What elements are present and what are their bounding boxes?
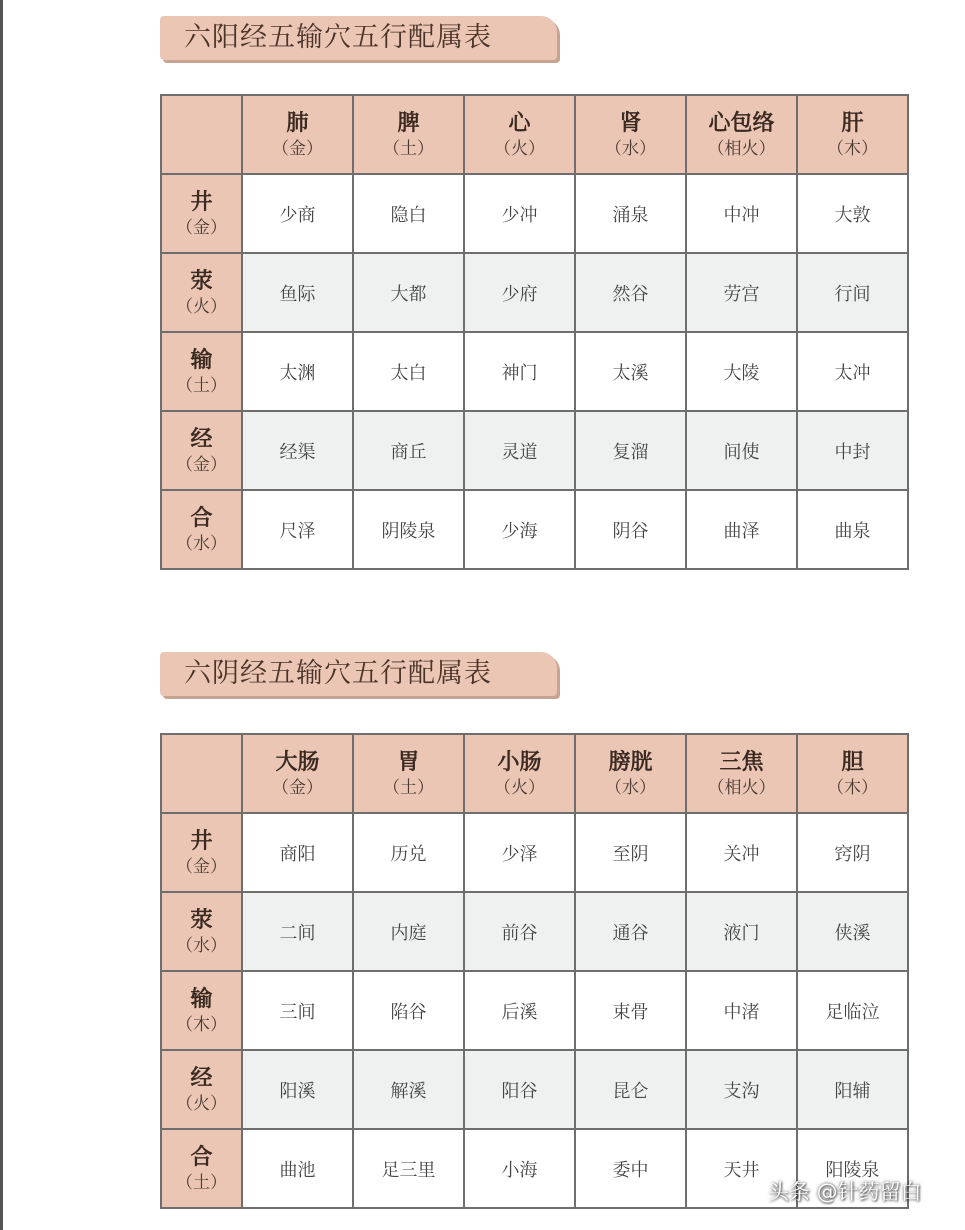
acupoint-cell: 灵道 — [464, 411, 575, 490]
meridian-element: （火） — [494, 138, 545, 159]
point-type-name: 井 — [190, 828, 213, 854]
acupoint-cell: 隐白 — [353, 174, 464, 253]
acupoint-cell: 二间 — [242, 892, 353, 971]
acupoint-cell: 太冲 — [797, 332, 908, 411]
table-1-col-header — [242, 95, 353, 174]
acupoint-cell: 阳谷 — [464, 1050, 575, 1129]
table-1-col-header — [797, 95, 908, 174]
table-row — [161, 253, 908, 332]
table-2-col-header — [797, 734, 908, 813]
table-2-col-header — [575, 734, 686, 813]
table-2-corner-cell — [161, 734, 242, 813]
point-type-name: 荥 — [190, 268, 213, 294]
acupoint-cell: 内庭 — [353, 892, 464, 971]
acupoint-cell: 然谷 — [575, 253, 686, 332]
meridian-element: （水） — [605, 138, 656, 159]
table-1-col-header — [464, 95, 575, 174]
acupoint-cell: 少泽 — [464, 813, 575, 892]
acupoint-cell: 间使 — [686, 411, 797, 490]
table-row — [161, 892, 908, 971]
meridian-element: （相火） — [707, 138, 776, 159]
point-type-name: 井 — [190, 189, 213, 215]
meridian-name: 膀胱 — [608, 749, 653, 775]
point-type-name: 合 — [190, 505, 213, 531]
table-1-header-row — [161, 95, 908, 174]
acupoint-cell: 少府 — [464, 253, 575, 332]
acupoint-cell: 中渚 — [686, 971, 797, 1050]
point-type-element: （水） — [176, 935, 227, 956]
acupoint-cell: 历兑 — [353, 813, 464, 892]
acupoint-cell: 少海 — [464, 490, 575, 569]
meridian-name: 肝 — [841, 110, 864, 136]
acupoint-cell: 至阴 — [575, 813, 686, 892]
meridian-name: 心 — [508, 110, 531, 136]
acupoint-cell: 大陵 — [686, 332, 797, 411]
meridian-name: 肺 — [286, 110, 309, 136]
row-header — [161, 971, 242, 1050]
table-row — [161, 174, 908, 253]
row-header — [161, 411, 242, 490]
meridian-name: 小肠 — [497, 749, 542, 775]
table-row — [161, 1050, 908, 1129]
table-1-col-header — [686, 95, 797, 174]
point-type-element: （火） — [176, 1093, 227, 1114]
row-header — [161, 332, 242, 411]
acupoint-cell: 窍阴 — [797, 813, 908, 892]
acupoint-cell: 小海 — [464, 1129, 575, 1208]
point-type-name: 合 — [190, 1144, 213, 1170]
acupoint-cell: 足三里 — [353, 1129, 464, 1208]
acupoint-cell: 尺泽 — [242, 490, 353, 569]
meridian-element: （木） — [827, 777, 878, 798]
acupoint-cell: 太白 — [353, 332, 464, 411]
point-type-name: 输 — [190, 347, 213, 373]
acupoint-cell: 商丘 — [353, 411, 464, 490]
acupoint-cell: 阳陵泉 — [797, 1129, 908, 1208]
acupoint-cell: 阳辅 — [797, 1050, 908, 1129]
acupoint-cell: 阴谷 — [575, 490, 686, 569]
acupoint-cell: 天井 — [686, 1129, 797, 1208]
meridian-name: 胃 — [397, 749, 420, 775]
meridian-element: （土） — [383, 138, 434, 159]
acupoint-cell: 复溜 — [575, 411, 686, 490]
acupoint-cell: 昆仑 — [575, 1050, 686, 1129]
table-2-title: 六阴经五输穴五行配属表 — [160, 652, 557, 696]
table-2-col-header — [464, 734, 575, 813]
acupoint-cell: 中冲 — [686, 174, 797, 253]
acupoint-cell: 阴陵泉 — [353, 490, 464, 569]
table-row — [161, 411, 908, 490]
point-type-element: （土） — [176, 375, 227, 396]
meridian-name: 胆 — [841, 749, 864, 775]
table-1-col-header — [353, 95, 464, 174]
acupoint-cell: 侠溪 — [797, 892, 908, 971]
acupoint-cell: 前谷 — [464, 892, 575, 971]
acupoint-cell: 涌泉 — [575, 174, 686, 253]
watermark-text: 头条 @针药留白 — [768, 1180, 922, 1204]
meridian-name: 肾 — [619, 110, 642, 136]
acupoint-cell: 后溪 — [464, 971, 575, 1050]
acupoint-cell: 曲池 — [242, 1129, 353, 1208]
acupoint-cell: 曲泉 — [797, 490, 908, 569]
table-1-corner-cell — [161, 95, 242, 174]
row-header — [161, 490, 242, 569]
row-header — [161, 1129, 242, 1208]
row-header — [161, 813, 242, 892]
acupoint-cell: 大都 — [353, 253, 464, 332]
acupoint-cell: 商阳 — [242, 813, 353, 892]
point-type-element: （金） — [176, 217, 227, 238]
table-2-header-row — [161, 734, 908, 813]
table-row — [161, 813, 908, 892]
acupoint-cell: 曲泽 — [686, 490, 797, 569]
table-2-col-header — [686, 734, 797, 813]
acupoint-cell: 劳宫 — [686, 253, 797, 332]
table-1 — [160, 94, 909, 570]
meridian-element: （相火） — [707, 777, 776, 798]
table-2-col-header — [353, 734, 464, 813]
table-1-title: 六阳经五输穴五行配属表 — [160, 16, 557, 60]
point-type-element: （木） — [176, 1014, 227, 1035]
acupoint-cell: 通谷 — [575, 892, 686, 971]
acupoint-cell: 中封 — [797, 411, 908, 490]
meridian-element: （土） — [383, 777, 434, 798]
acupoint-cell: 神门 — [464, 332, 575, 411]
table-2 — [160, 733, 909, 1209]
left-border-line — [0, 0, 3, 1230]
point-type-name: 荥 — [190, 907, 213, 933]
acupoint-cell: 束骨 — [575, 971, 686, 1050]
acupoint-cell: 太渊 — [242, 332, 353, 411]
acupoint-cell: 陷谷 — [353, 971, 464, 1050]
acupoint-cell: 行间 — [797, 253, 908, 332]
point-type-name: 经 — [190, 1065, 213, 1091]
acupoint-cell: 经渠 — [242, 411, 353, 490]
table-2-col-header — [242, 734, 353, 813]
acupoint-cell: 鱼际 — [242, 253, 353, 332]
point-type-element: （火） — [176, 296, 227, 317]
meridian-element: （木） — [827, 138, 878, 159]
meridian-name: 三焦 — [719, 749, 764, 775]
acupoint-cell: 太溪 — [575, 332, 686, 411]
acupoint-cell: 三间 — [242, 971, 353, 1050]
point-type-element: （水） — [176, 533, 227, 554]
meridian-name: 脾 — [397, 110, 420, 136]
meridian-name: 大肠 — [275, 749, 320, 775]
point-type-element: （金） — [176, 856, 227, 877]
table-row — [161, 490, 908, 569]
acupoint-cell: 委中 — [575, 1129, 686, 1208]
meridian-element: （金） — [272, 777, 323, 798]
point-type-name: 经 — [190, 426, 213, 452]
row-header — [161, 1050, 242, 1129]
acupoint-cell: 少商 — [242, 174, 353, 253]
acupoint-cell: 大敦 — [797, 174, 908, 253]
row-header — [161, 174, 242, 253]
acupoint-cell: 阳溪 — [242, 1050, 353, 1129]
meridian-element: （金） — [272, 138, 323, 159]
meridian-element: （火） — [494, 777, 545, 798]
point-type-element: （土） — [176, 1172, 227, 1193]
row-header — [161, 253, 242, 332]
point-type-name: 输 — [190, 986, 213, 1012]
acupoint-cell: 解溪 — [353, 1050, 464, 1129]
row-header — [161, 892, 242, 971]
table-row — [161, 332, 908, 411]
acupoint-cell: 少冲 — [464, 174, 575, 253]
acupoint-cell: 关冲 — [686, 813, 797, 892]
acupoint-cell: 足临泣 — [797, 971, 908, 1050]
acupoint-cell: 支沟 — [686, 1050, 797, 1129]
acupoint-cell: 液门 — [686, 892, 797, 971]
table-row — [161, 971, 908, 1050]
meridian-name: 心包络 — [708, 110, 775, 136]
table-1-col-header — [575, 95, 686, 174]
point-type-element: （金） — [176, 454, 227, 475]
meridian-element: （水） — [605, 777, 656, 798]
